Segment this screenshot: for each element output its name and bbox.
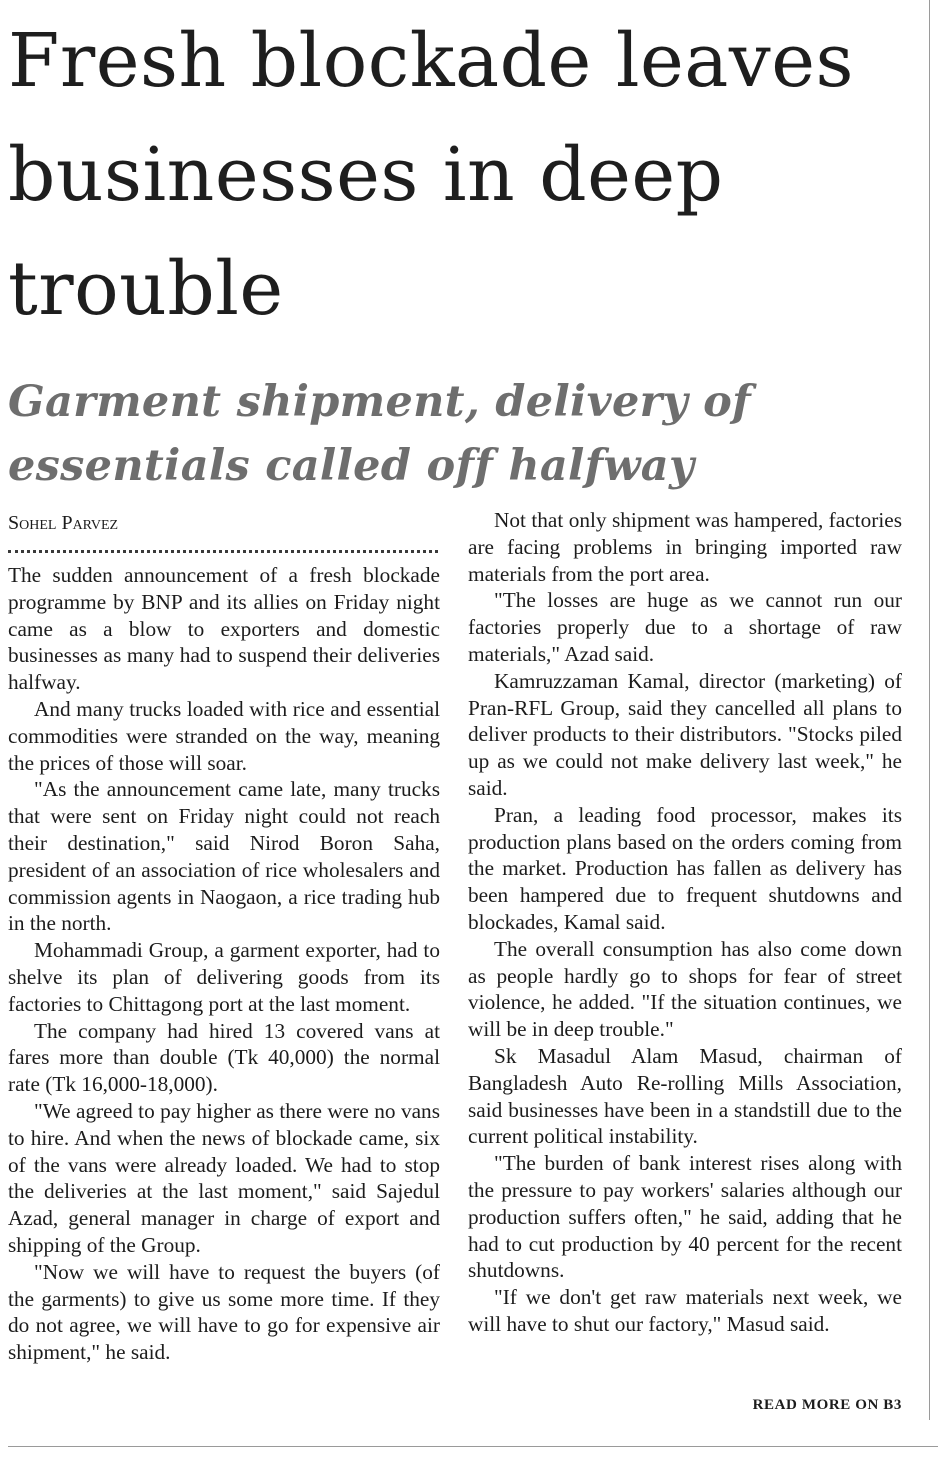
continuation-jump-line: READ MORE ON B3 <box>752 1397 902 1413</box>
paragraph: "We agreed to pay higher as there were no vans to hire. And when the news of blockade came, six of the vans were already loaded. We had to stop the deliveries at the last moment," said Sajedul Azad, general manager in charge of export and shipping of the Group. <box>8 1098 440 1257</box>
paragraph: Pran, a leading food processor, makes its production plans based on the orders coming from the market. Production has fallen as delivery has been hampered due to frequent shutdowns and blockades, Kamal said. <box>468 802 902 934</box>
paragraph: The company had hired 13 covered vans at fares more than double (Tk 40,000) the normal rate (Tk 16,000-18,000). <box>8 1018 440 1097</box>
paragraph: And many trucks loaded with rice and essential commodities were stranded on the way, meaning the prices of those will soar. <box>8 696 440 775</box>
paragraph: "The losses are huge as we cannot run our factories properly due to a shortage of raw materials," Azad said. <box>468 588 902 666</box>
column-rule-right <box>929 0 930 1420</box>
article-column-right <box>468 507 902 1338</box>
subheadline: Garment shipment, delivery of essentials called off halfway <box>8 377 751 491</box>
paragraph: Mohammadi Group, a garment exporter, had to shelve its plan of delivering goods from its factories to Chittagong port at the last moment. <box>8 938 440 1016</box>
byline: Sohel Parvez <box>8 512 119 534</box>
paragraph: "Now we will have to request the buyers (of the garments) to give us some more time. If they do not agree, we will have to go for expensive air shipment," he said. <box>8 1259 440 1365</box>
paragraph: "As the announcement came late, many trucks that were sent on Friday night could not reach their destination," said Nirod Boron Saha, president of an association of rice wholesalers and commission agents in Naogaon, a rice trading hub in the north. <box>8 777 440 936</box>
paragraph: The sudden announcement of a fresh blockade programme by BNP and its allies on Friday night came as a blow to exporters and domestic businesses as many had to suspend their deliveries halfway. <box>8 563 440 695</box>
headline: Fresh blockade leaves businesses in deep trouble <box>8 18 854 332</box>
article-column-left <box>8 562 440 1366</box>
paragraph: Kamruzzaman Kamal, director (marketing) of Pran-RFL Group, said they cancelled all plans to deliver products to their distributors. "Stocks piled up as we could not make delivery last week," he said. <box>468 668 902 800</box>
bottom-rule <box>8 1446 938 1447</box>
paragraph: Sk Masadul Alam Masud, chairman of Bangladesh Auto Re-rolling Mills Association, said businesses have been in a standstill due to the current political instability. <box>468 1043 902 1149</box>
paragraph: "The burden of bank interest rises along with the pressure to pay workers' salaries although our production suffers often," he said, adding that he had to cut production by 40 percent for the recent shutdowns. <box>468 1151 902 1283</box>
paragraph: "If we don't get raw materials next week, we will have to shut our factory," Masud said. <box>468 1285 902 1336</box>
paragraph: Not that only shipment was hampered, factories are facing problems in bringing imported raw materials from the port area. <box>468 508 902 586</box>
byline-dotted-divider <box>8 550 438 553</box>
paragraph: The overall consumption has also come down as people hardly go to shops for fear of street violence, he added. "If the situation continues, we will be in deep trouble." <box>468 936 902 1042</box>
